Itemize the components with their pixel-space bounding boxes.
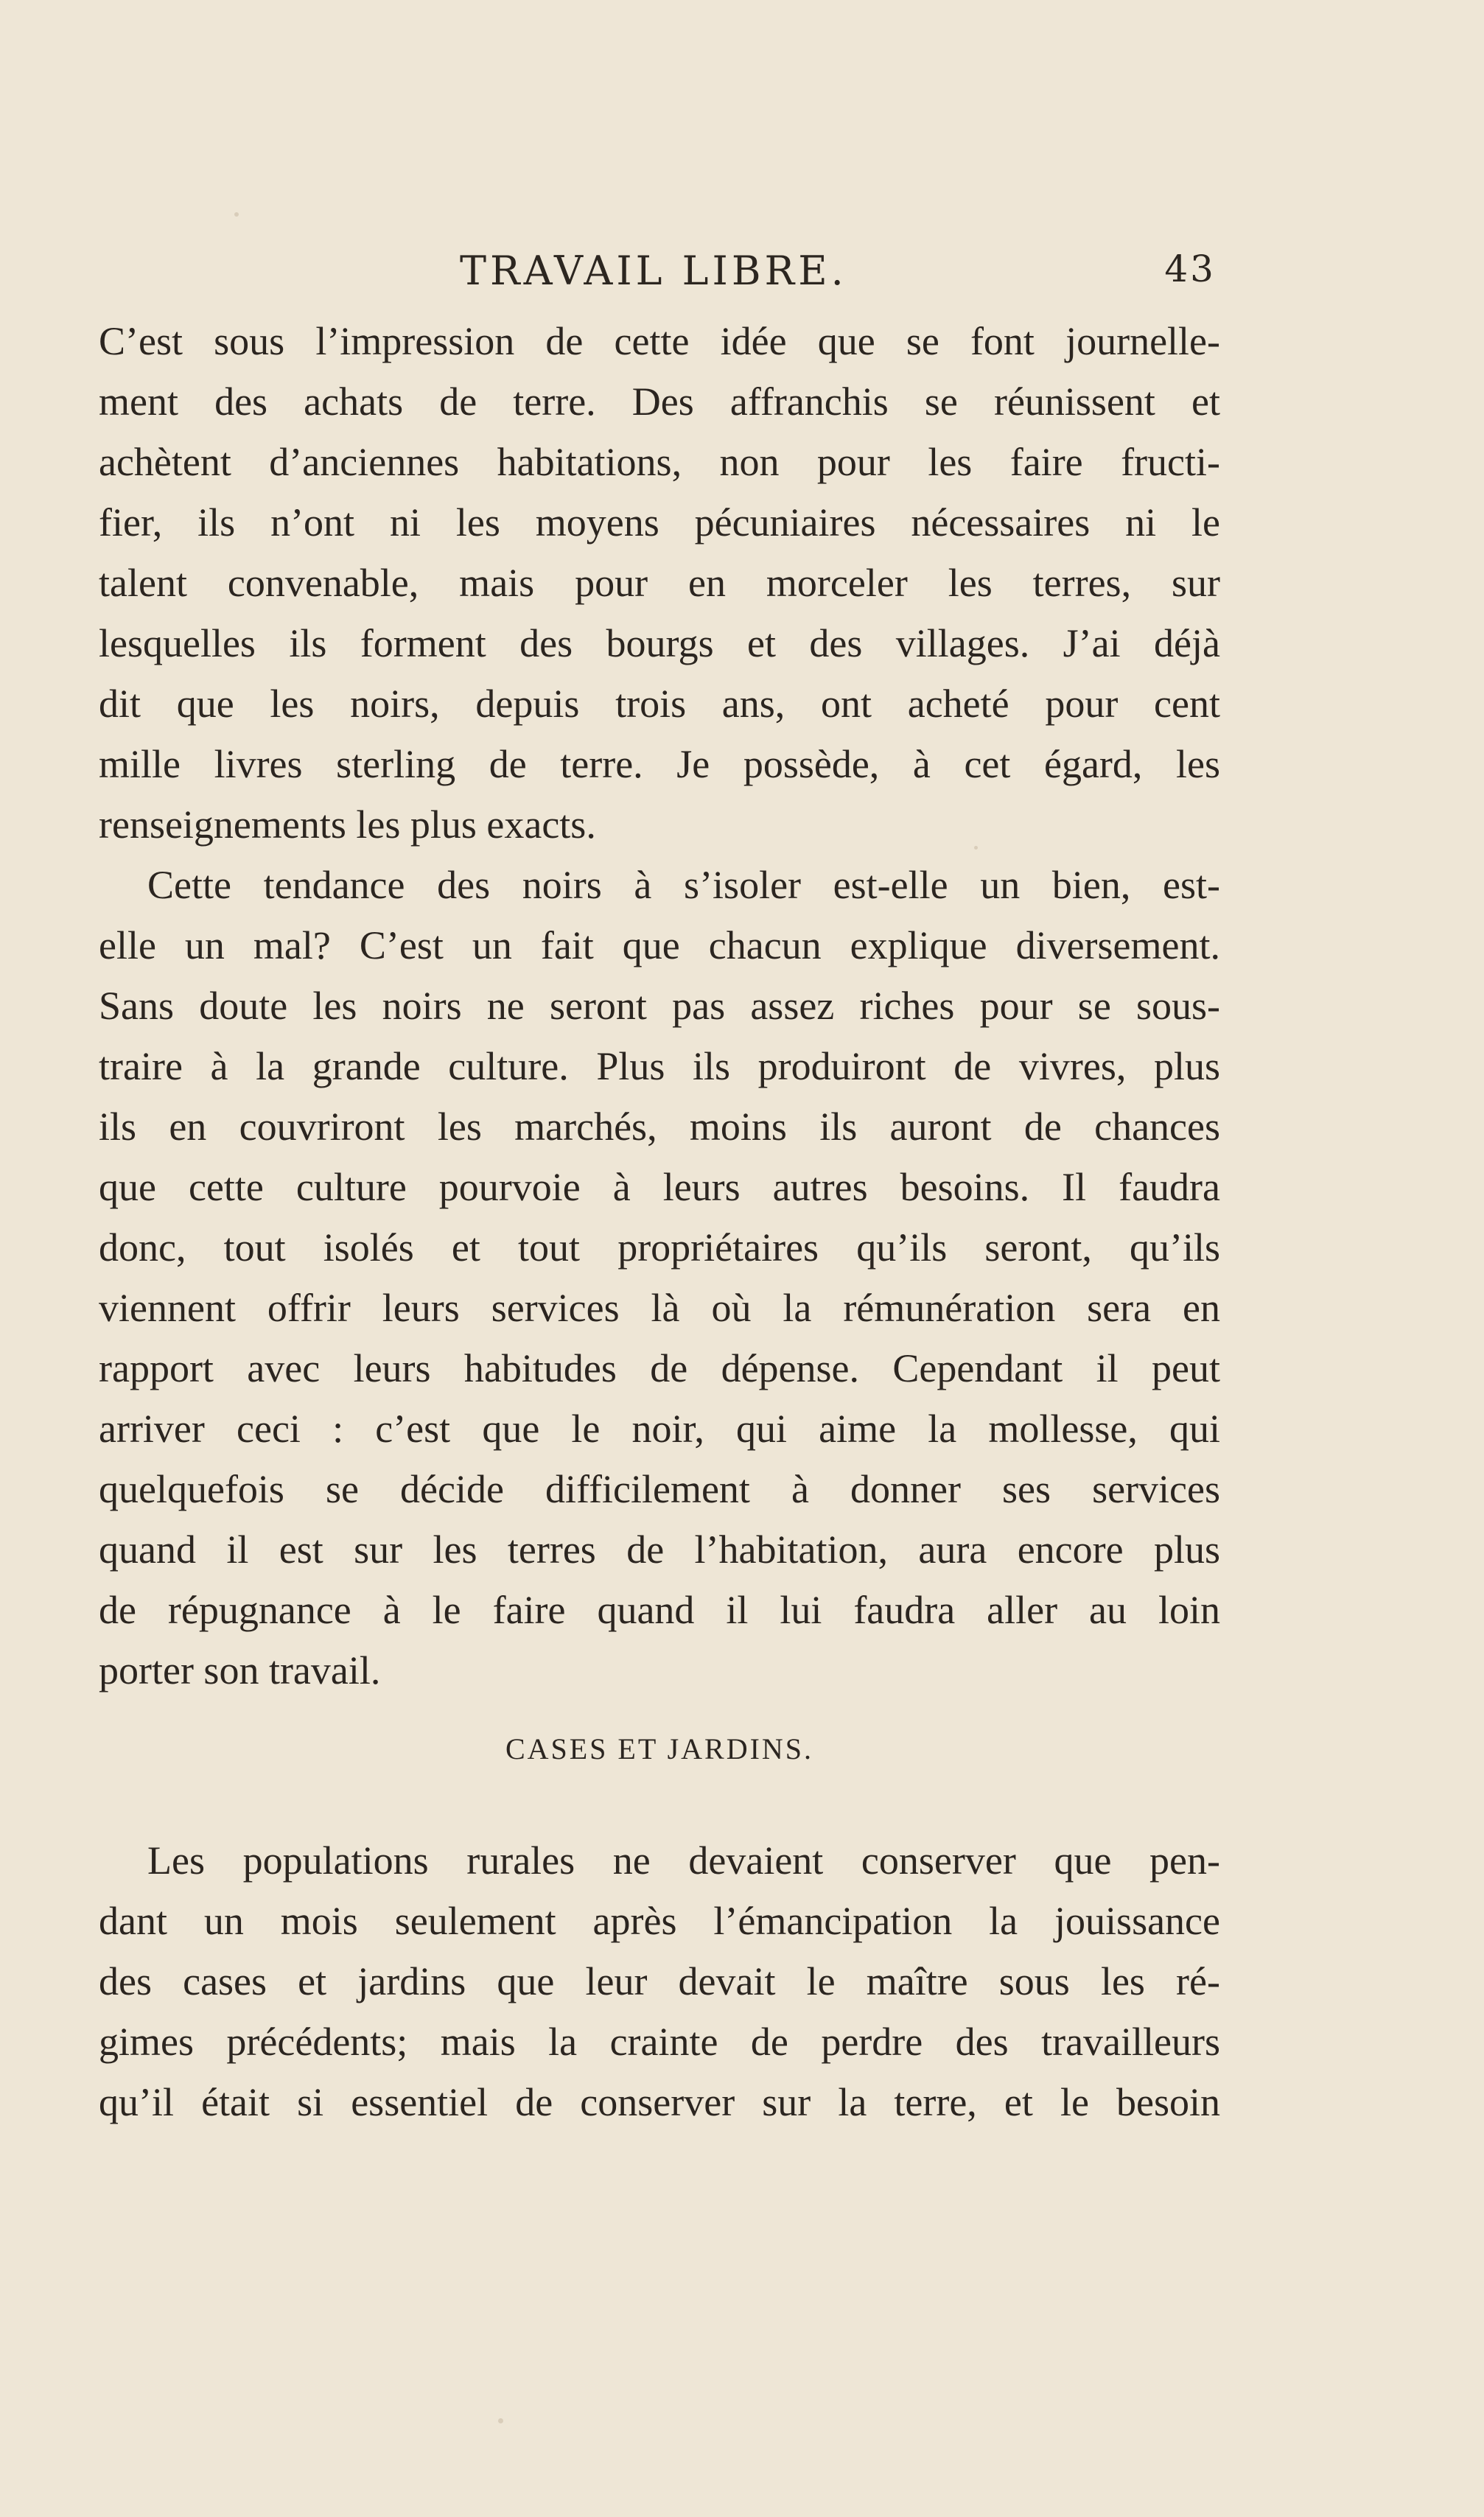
text-line: dit que les noirs, depuis trois ans, ont acheté pour cent [99,682,1220,726]
text-line: arriver ceci : c’est que le noir, qui aime la mollesse, qui [99,1407,1220,1451]
text-line: renseignements les plus exacts. [99,802,596,847]
text-line: viennent offrir leurs services là où la rémunération sera en [99,1286,1220,1330]
text-line: ils en couvriront les marchés, moins ils auront de chances [99,1105,1220,1149]
text-line: donc, tout isolés et tout propriétaires qu’ils seront, qu’ils [99,1225,1220,1270]
text-line: ment des achats de terre. Des affranchis se réunissent et [99,379,1220,424]
text-line: de répugnance à le faire quand il lui faudra aller au loin [99,1588,1220,1632]
text-line: mille livres sterling de terre. Je possède, à cet égard, les [99,742,1220,786]
text-line: des cases et jardins que leur devait le maître sous les ré- [99,1959,1220,2003]
text-line: Les populations rurales ne devaient conserver que pen- [147,1838,1220,1883]
text-line: lesquelles ils forment des bourgs et des villages. J’ai déjà [99,621,1220,665]
page-number: 43 [1164,248,1216,290]
paper-stain [498,2418,503,2423]
text-line: elle un mal? C’est un fait que chacun explique diversement. [99,923,1220,967]
text-line: que cette culture pourvoie à leurs autres besoins. Il faudra [99,1165,1220,1209]
text-line: C’est sous l’impression de cette idée que se font journelle- [99,319,1220,363]
text-line: achètent d’anciennes habitations, non pour les faire fructi- [99,440,1220,484]
text-line: fier, ils n’ont ni les moyens pécuniaires nécessaires ni le [99,500,1220,545]
text-line: porter son travail. [99,1648,381,1692]
text-line: Sans doute les noirs ne seront pas assez riches pour se sous- [99,984,1220,1028]
running-title: TRAVAIL LIBRE. [460,248,847,294]
text-line: traire à la grande culture. Plus ils produiront de vivres, plus [99,1044,1220,1088]
paragraph-3 [99,1830,1220,2132]
text-line: dant un mois seulement après l’émancipation la jouissance [99,1899,1220,1943]
section-heading: CASES ET JARDINS. [505,1732,814,1765]
paragraph-2 [99,855,1220,1701]
text-line: talent convenable, mais pour en morceler les terres, sur [99,561,1220,605]
text-line: quand il est sur les terres de l’habitation, aura encore plus [99,1527,1220,1572]
text-line: Cette tendance des noirs à s’isoler est-elle un bien, est- [147,863,1220,907]
text-line: gimes précédents; mais la crainte de perdre des travailleurs [99,2020,1220,2064]
paragraph-1 [99,311,1220,855]
text-line: rapport avec leurs habitudes de dépense. Cependant il peut [99,1346,1220,1390]
text-line: qu’il était si essentiel de conserver sur la terre, et le besoin [99,2080,1220,2124]
paper-stain [234,212,239,217]
running-head [99,242,1220,293]
text-line: quelquefois se décide difficilement à donner ses services [99,1467,1220,1511]
